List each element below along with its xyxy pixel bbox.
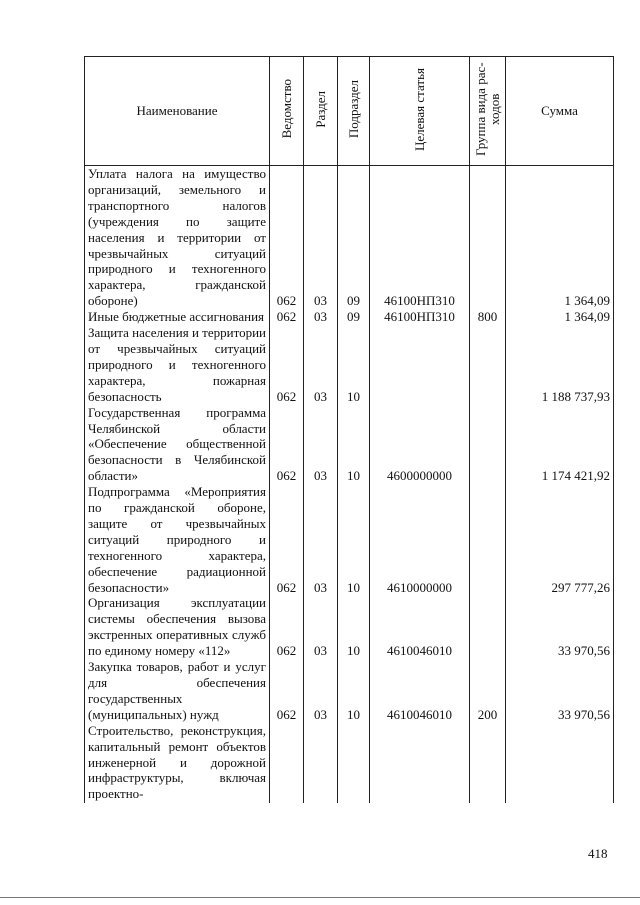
row-celevaya-statya: 4610000000 [370,484,470,595]
row-name: Защита населения и территории от чрезвычайных ситуаций природного и техногенного характера, пожарная безопасность [85,325,270,405]
table-row [85,309,614,325]
row-podrazdel: 10 [338,659,370,723]
budget-table [84,56,614,803]
row-razdel: 03 [304,595,338,659]
table-row [85,595,614,659]
header-name: Наименование [85,57,270,166]
row-gruppa: 200 [470,659,506,723]
row-razdel: 03 [304,484,338,595]
row-gruppa [470,723,506,803]
table-row [85,166,614,310]
row-podrazdel: 10 [338,595,370,659]
row-razdel [304,723,338,803]
row-razdel: 03 [304,405,338,485]
row-summa: 297 777,26 [506,484,614,595]
row-name: Организация эксплуатации системы обеспечения вызова экстренных оперативных служб по единому номеру «112» [85,595,270,659]
row-gruppa [470,405,506,485]
row-razdel: 03 [304,325,338,405]
row-vedomstvo: 062 [270,325,304,405]
row-celevaya-statya [370,723,470,803]
row-celevaya-statya: 4600000000 [370,405,470,485]
row-summa [506,723,614,803]
row-podrazdel: 10 [338,325,370,405]
header-vedomstvo: Ведомство [270,57,304,166]
row-celevaya-statya: 46100НП310 [370,309,470,325]
row-podrazdel: 10 [338,484,370,595]
row-razdel: 03 [304,309,338,325]
header-razdel: Раздел [304,57,338,166]
row-podrazdel: 10 [338,405,370,485]
table-row [85,325,614,405]
row-summa: 33 970,56 [506,659,614,723]
row-celevaya-statya: 4610046010 [370,659,470,723]
row-celevaya-statya [370,325,470,405]
table-row [85,723,614,803]
table-row [85,484,614,595]
row-gruppa [470,166,506,310]
header-celevaya-statya: Целевая статья [370,57,470,166]
row-podrazdel: 09 [338,309,370,325]
row-vedomstvo: 062 [270,484,304,595]
table-row [85,659,614,723]
bottom-divider [0,897,640,898]
row-vedomstvo: 062 [270,659,304,723]
row-name: Строительство, реконструкция, капитальный ремонт объектов инженерной и дорожной инфраструктуры, включая проектно- [85,723,270,803]
row-name: Уплата налога на имущество организаций, земельного и транспортного налогов (учреждения по защите населения и территории от чрезвычайных ситуаций природного и техногенного характера, гражданской обороне) [85,166,270,310]
row-summa: 1 188 737,93 [506,325,614,405]
header-podrazdel: Подраздел [338,57,370,166]
row-vedomstvo: 062 [270,595,304,659]
row-gruppa [470,484,506,595]
header-summa: Сумма [506,57,614,166]
header-gruppa-vida-rashodov: Группа вида рас-ходов [470,57,506,166]
row-name: Иные бюджетные ассигнования [85,309,270,325]
row-vedomstvo [270,723,304,803]
row-razdel: 03 [304,659,338,723]
row-vedomstvo: 062 [270,309,304,325]
row-vedomstvo: 062 [270,405,304,485]
row-name: Государственная программа Челябинской области «Обеспечение общественной безопасности в Челябинской области» [85,405,270,485]
row-summa: 33 970,56 [506,595,614,659]
row-celevaya-statya: 4610046010 [370,595,470,659]
row-vedomstvo: 062 [270,166,304,310]
row-razdel: 03 [304,166,338,310]
table-header-row [85,57,614,166]
row-celevaya-statya: 46100НП310 [370,166,470,310]
row-gruppa: 800 [470,309,506,325]
table-row [85,405,614,485]
row-summa: 1 364,09 [506,166,614,310]
row-gruppa [470,325,506,405]
page-number: 418 [588,846,608,861]
row-podrazdel [338,723,370,803]
row-summa: 1 364,09 [506,309,614,325]
row-name: Подпрограмма «Мероприятия по гражданской обороне, защите от чрезвычайных ситуаций природного и техногенного характера, обеспечение радиационной безопасности» [85,484,270,595]
row-name: Закупка товаров, работ и услуг для обеспечения государственных (муниципальных) нужд [85,659,270,723]
row-summa: 1 174 421,92 [506,405,614,485]
row-gruppa [470,595,506,659]
row-podrazdel: 09 [338,166,370,310]
